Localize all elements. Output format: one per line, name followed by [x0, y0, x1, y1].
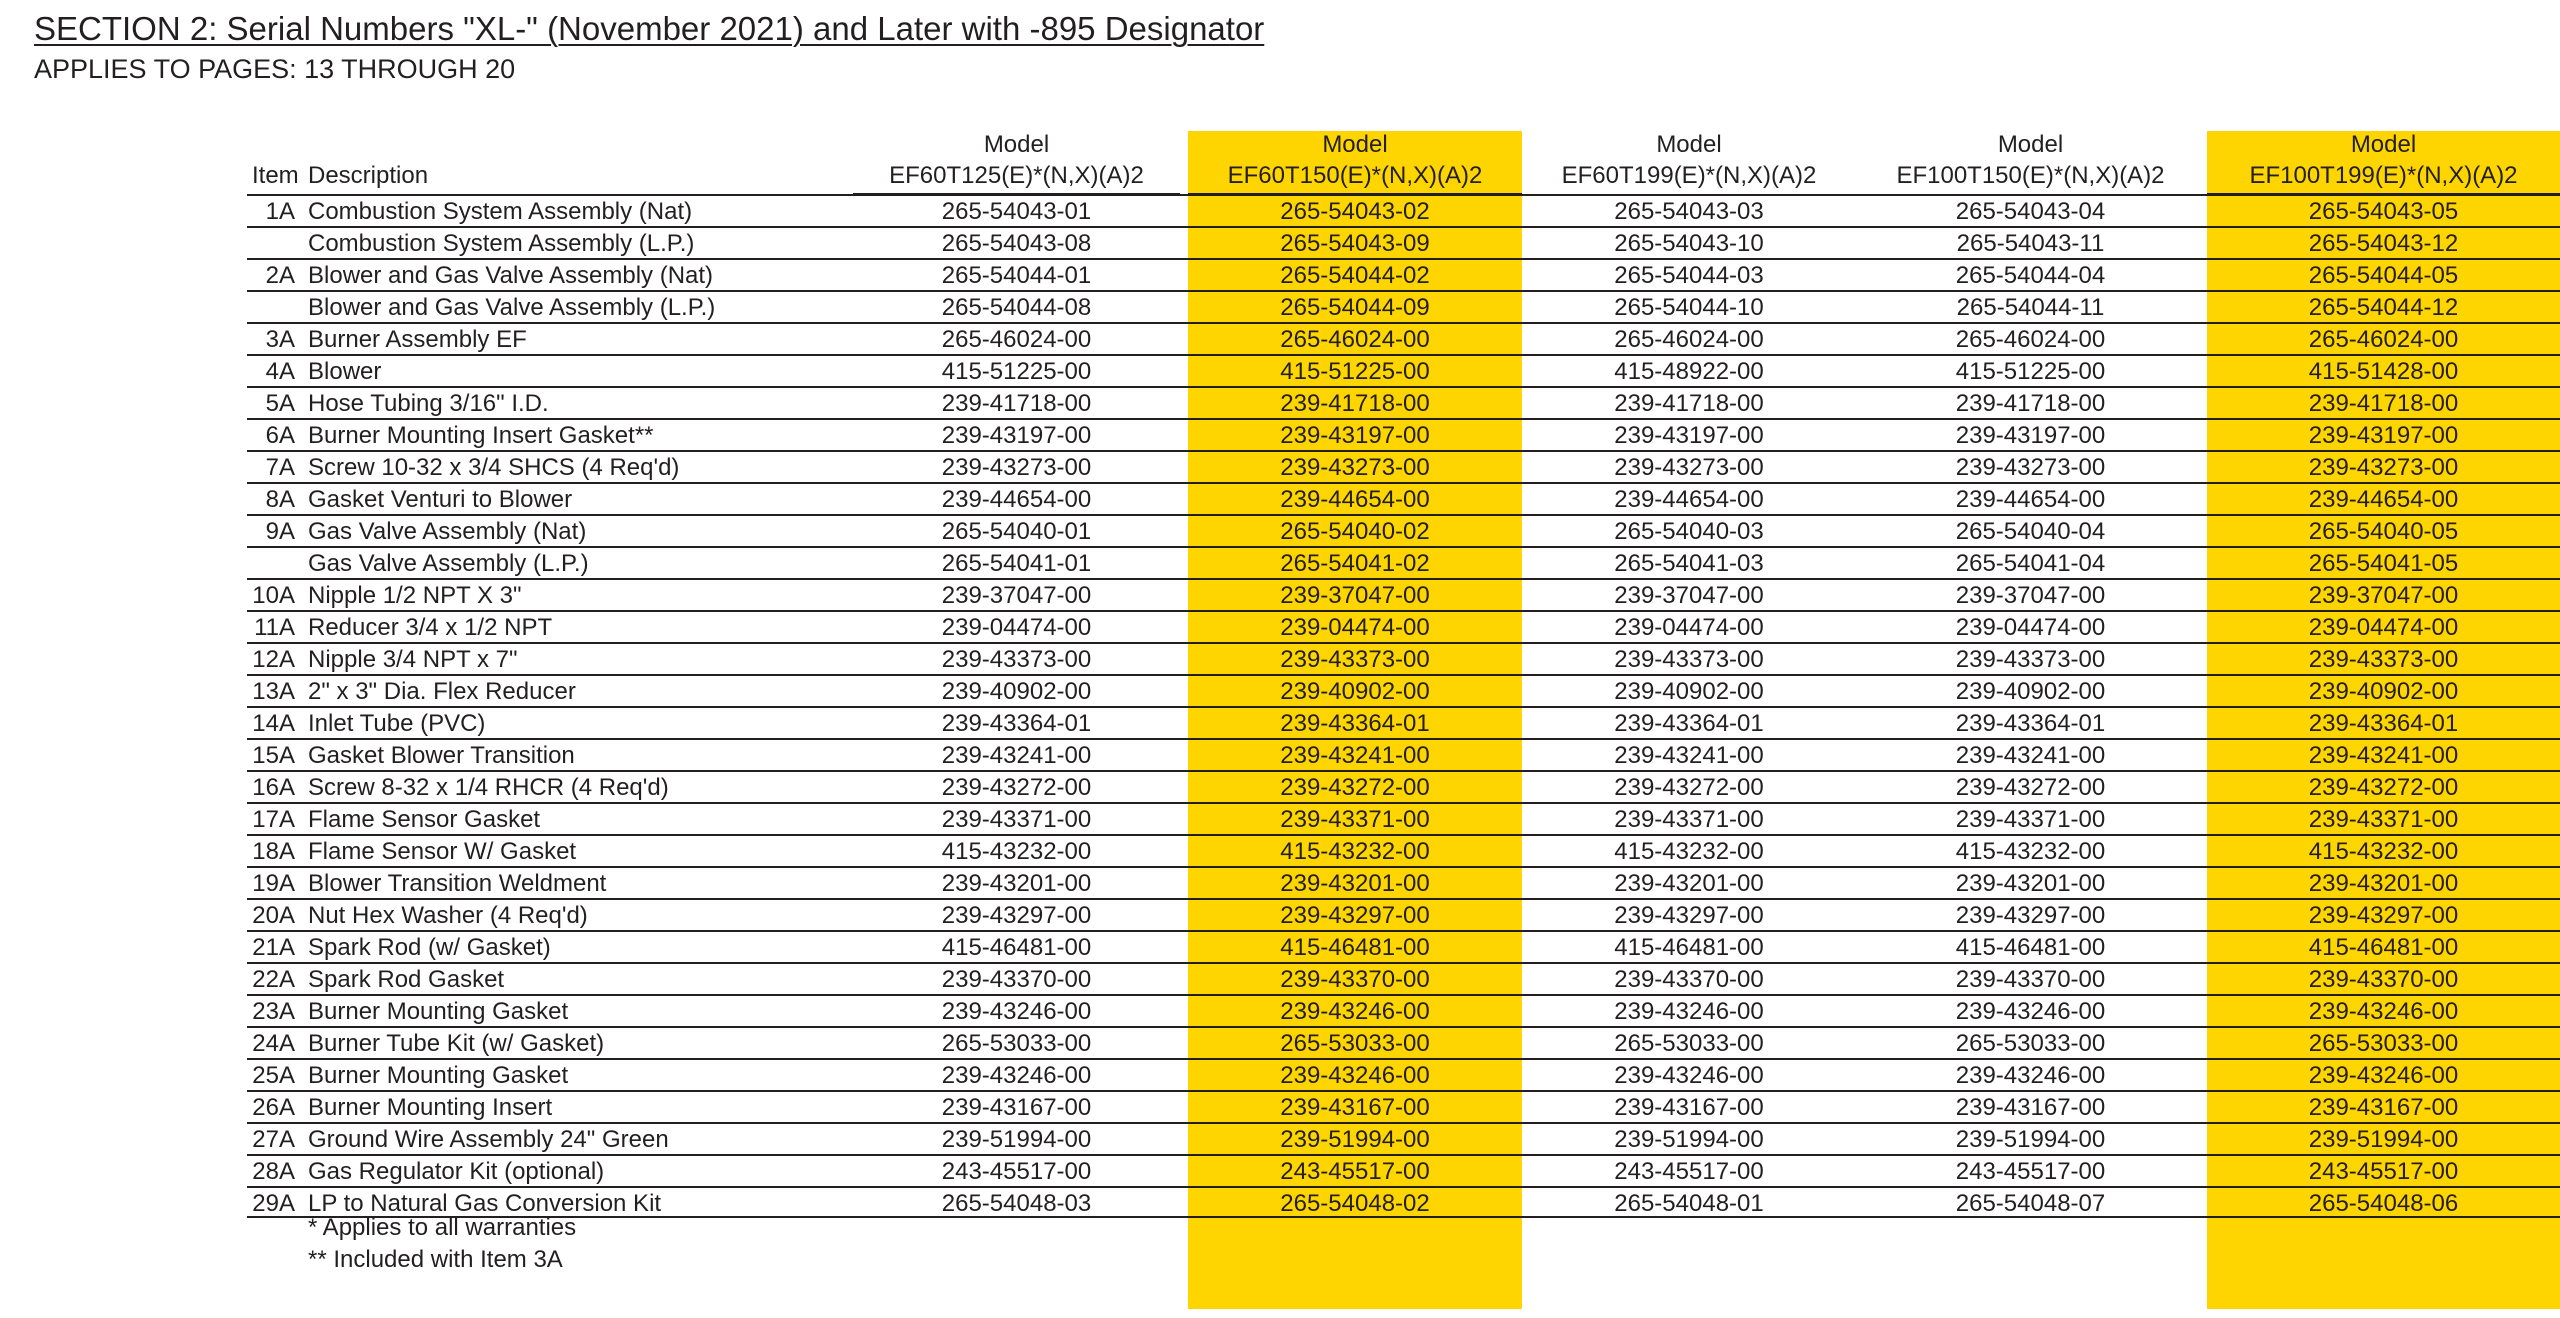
part-number: 239-44654-00 — [1955, 486, 2106, 513]
item-number: 28A — [252, 1158, 295, 1185]
part-number: 265-54043-03 — [1614, 198, 1764, 225]
table-row — [247, 834, 2560, 866]
part-number: 239-43370-00 — [2308, 966, 2459, 993]
part-number: 239-51994-00 — [1280, 1126, 1430, 1153]
part-number: 239-37047-00 — [941, 582, 1092, 609]
table-row — [247, 738, 2560, 770]
part-number: 415-51225-00 — [941, 358, 1092, 385]
table-row — [247, 930, 2560, 962]
part-number: 239-43272-00 — [1955, 774, 2106, 801]
part-number: 239-43297-00 — [2308, 902, 2459, 929]
part-number: 239-43241-00 — [941, 742, 1092, 769]
part-number: 239-43167-00 — [941, 1094, 1092, 1121]
part-number: 239-43197-00 — [1280, 422, 1430, 449]
part-number: 243-45517-00 — [2308, 1158, 2459, 1185]
part-number: 239-04474-00 — [2308, 614, 2459, 641]
part-number: 239-43197-00 — [2308, 422, 2459, 449]
item-number: 22A — [252, 966, 295, 993]
part-number: 239-43246-00 — [2308, 1062, 2459, 1089]
part-number: 415-48922-00 — [1614, 358, 1764, 385]
part-number: 239-43197-00 — [1955, 422, 2106, 449]
part-number: 265-53033-00 — [1280, 1030, 1430, 1057]
table-row — [247, 322, 2560, 354]
part-number: 243-45517-00 — [1614, 1158, 1764, 1185]
part-description: Spark Rod Gasket — [308, 966, 505, 993]
part-number: 239-43272-00 — [1280, 774, 1430, 801]
part-number: 239-37047-00 — [1614, 582, 1764, 609]
table-row — [247, 1090, 2560, 1122]
part-number: 239-43272-00 — [2308, 774, 2459, 801]
part-number: 415-51225-00 — [1280, 358, 1430, 385]
item-number: 14A — [252, 710, 295, 737]
part-number: 239-43370-00 — [941, 966, 1092, 993]
part-number: 239-41718-00 — [2308, 390, 2459, 417]
part-description: Burner Mounting Insert — [308, 1094, 553, 1121]
part-number: 265-54048-02 — [1280, 1190, 1430, 1217]
part-number: 265-54040-03 — [1614, 518, 1764, 545]
part-description: Screw 8-32 x 1/4 RHCR (4 Req'd) — [308, 774, 669, 801]
item-number: 26A — [252, 1094, 295, 1121]
header-model-label: Model — [1997, 131, 2064, 158]
part-number: 239-43201-00 — [1614, 870, 1764, 897]
table-row — [247, 226, 2560, 258]
part-number: 239-43364-01 — [1955, 710, 2106, 737]
part-number: 239-37047-00 — [1955, 582, 2106, 609]
part-number: 239-40902-00 — [941, 678, 1092, 705]
part-number: 239-04474-00 — [1280, 614, 1430, 641]
item-number: 2A — [265, 262, 295, 289]
part-number: 239-37047-00 — [2308, 582, 2459, 609]
part-number: 239-43241-00 — [2308, 742, 2459, 769]
table-row — [247, 546, 2560, 578]
part-number: 265-54041-01 — [941, 550, 1092, 577]
part-description: Gas Regulator Kit (optional) — [308, 1158, 605, 1185]
part-number: 239-04474-00 — [1955, 614, 2106, 641]
part-number: 265-54044-05 — [2308, 262, 2459, 289]
table-row — [247, 866, 2560, 898]
part-description: Burner Mounting Insert Gasket** — [308, 422, 654, 449]
part-number: 265-54043-01 — [941, 198, 1092, 225]
part-number: 239-43246-00 — [941, 998, 1092, 1025]
part-number: 265-54041-02 — [1280, 550, 1430, 577]
part-description: Hose Tubing 3/16" I.D. — [308, 390, 549, 417]
part-number: 239-43246-00 — [1955, 998, 2106, 1025]
item-number: 5A — [265, 390, 295, 417]
part-description: Gasket Blower Transition — [308, 742, 575, 769]
part-description: Burner Mounting Gasket — [308, 998, 569, 1025]
part-number: 265-54048-06 — [2308, 1190, 2459, 1217]
part-number: 265-46024-00 — [1614, 326, 1764, 353]
part-number: 415-46481-00 — [941, 934, 1092, 961]
part-number: 239-43167-00 — [1955, 1094, 2106, 1121]
part-description: Inlet Tube (PVC) — [308, 710, 486, 737]
part-number: 239-43241-00 — [1955, 742, 2106, 769]
item-number: 11A — [254, 614, 295, 641]
part-number: 239-43167-00 — [2308, 1094, 2459, 1121]
part-number: 239-43197-00 — [1614, 422, 1764, 449]
item-number: 7A — [265, 454, 295, 481]
table-row — [247, 386, 2560, 418]
part-number: 239-43373-00 — [941, 646, 1092, 673]
part-number: 265-46024-00 — [1280, 326, 1430, 353]
table-row — [247, 482, 2560, 514]
part-number: 415-46481-00 — [1280, 934, 1430, 961]
part-number: 239-44654-00 — [1614, 486, 1764, 513]
header-description: Description — [308, 162, 429, 189]
item-number: 13A — [252, 678, 295, 705]
part-number: 239-40902-00 — [1280, 678, 1430, 705]
part-description: Burner Mounting Gasket — [308, 1062, 569, 1089]
part-number: 239-43201-00 — [1280, 870, 1430, 897]
part-number: 265-54040-04 — [1955, 518, 2106, 545]
part-description: Flame Sensor W/ Gasket — [308, 838, 577, 865]
table-row — [247, 258, 2560, 290]
part-number: 265-54040-02 — [1280, 518, 1430, 545]
part-number: 265-54044-01 — [941, 262, 1092, 289]
table-row — [247, 898, 2560, 930]
item-number: 4A — [265, 358, 295, 385]
part-number: 265-54044-04 — [1955, 262, 2106, 289]
item-number: 18A — [252, 838, 295, 865]
table-row — [247, 1026, 2560, 1058]
part-description: Burner Assembly EF — [308, 326, 527, 353]
part-number: 265-54044-03 — [1614, 262, 1764, 289]
part-number: 239-43201-00 — [941, 870, 1092, 897]
part-number: 239-43364-01 — [941, 710, 1092, 737]
item-number: 12A — [252, 646, 295, 673]
part-number: 415-43232-00 — [1280, 838, 1430, 865]
part-number: 239-43201-00 — [2308, 870, 2459, 897]
part-number: 239-04474-00 — [1614, 614, 1764, 641]
header-model-ef60t125: EF60T125(E)*(N,X)(A)2 — [889, 162, 1144, 189]
part-number: 239-43273-00 — [2308, 454, 2459, 481]
part-number: 415-51428-00 — [2308, 358, 2459, 385]
part-number: 265-53033-00 — [941, 1030, 1092, 1057]
item-number: 29A — [252, 1190, 295, 1217]
item-number: 20A — [252, 902, 295, 929]
part-number: 239-43246-00 — [2308, 998, 2459, 1025]
header-model-label: Model — [1656, 131, 1722, 158]
part-number: 265-54048-03 — [941, 1190, 1092, 1217]
part-number: 239-43297-00 — [1280, 902, 1430, 929]
part-number: 239-43246-00 — [1614, 998, 1764, 1025]
item-number: 16A — [252, 774, 295, 801]
part-number: 415-43232-00 — [1614, 838, 1764, 865]
table-row — [247, 514, 2560, 546]
part-number: 239-43373-00 — [2308, 646, 2459, 673]
header-model-ef100t150: EF100T150(E)*(N,X)(A)2 — [1896, 162, 2165, 189]
part-number: 265-54043-02 — [1280, 198, 1430, 225]
section-title: SECTION 2: Serial Numbers "XL-" (November 2021) and Later with -895 Designator — [34, 10, 1265, 47]
table-row — [247, 994, 2560, 1026]
part-number: 239-51994-00 — [2308, 1126, 2459, 1153]
part-number: 239-43272-00 — [1614, 774, 1764, 801]
part-number: 265-54044-09 — [1280, 294, 1430, 321]
part-number: 239-43297-00 — [1614, 902, 1764, 929]
item-number: 15A — [252, 742, 295, 769]
item-number: 3A — [265, 326, 295, 353]
table-row — [247, 610, 2560, 642]
part-number: 239-43370-00 — [1614, 966, 1764, 993]
item-number: 8A — [265, 486, 295, 513]
table-row — [247, 706, 2560, 738]
part-number: 239-43167-00 — [1280, 1094, 1430, 1121]
table-row — [247, 450, 2560, 482]
table-row — [247, 1058, 2560, 1090]
table-row — [247, 578, 2560, 610]
part-number: 265-54044-10 — [1614, 294, 1764, 321]
part-number: 239-43371-00 — [1614, 806, 1764, 833]
part-number: 265-54043-04 — [1955, 198, 2106, 225]
part-number: 239-51994-00 — [1614, 1126, 1764, 1153]
part-number: 239-43273-00 — [1614, 454, 1764, 481]
table-row — [247, 674, 2560, 706]
part-number: 239-43364-01 — [2308, 710, 2459, 737]
part-number: 239-43246-00 — [941, 1062, 1092, 1089]
item-number: 21A — [252, 934, 295, 961]
part-number: 239-43246-00 — [1955, 1062, 2106, 1089]
part-number: 239-43273-00 — [1280, 454, 1430, 481]
item-number: 6A — [265, 422, 295, 449]
part-number: 239-43201-00 — [1955, 870, 2106, 897]
part-number: 415-43232-00 — [941, 838, 1092, 865]
part-number: 239-40902-00 — [1955, 678, 2106, 705]
part-number: 239-43364-01 — [1614, 710, 1764, 737]
part-number: 239-43167-00 — [1614, 1094, 1764, 1121]
part-number: 265-54044-08 — [941, 294, 1092, 321]
part-number: 239-51994-00 — [1955, 1126, 2106, 1153]
part-number: 239-41718-00 — [941, 390, 1092, 417]
table-row — [247, 194, 2560, 226]
part-number: 239-43373-00 — [1280, 646, 1430, 673]
header-model-label: Model — [2350, 131, 2417, 158]
part-number: 239-44654-00 — [2308, 486, 2459, 513]
header-model-label: Model — [1322, 131, 1388, 158]
part-number: 239-43297-00 — [941, 902, 1092, 929]
part-number: 239-41718-00 — [1955, 390, 2106, 417]
part-description: Nut Hex Washer (4 Req'd) — [308, 902, 588, 929]
part-number: 239-43197-00 — [941, 422, 1092, 449]
part-number: 265-54040-01 — [941, 518, 1092, 545]
parts-table — [247, 194, 2560, 1218]
table-row — [247, 802, 2560, 834]
footnote-warranty: * Applies to all warranties — [308, 1214, 577, 1241]
part-number: 415-43232-00 — [1955, 838, 2106, 865]
header-model-label: Model — [983, 131, 1050, 158]
header-model-ef60t199: EF60T199(E)*(N,X)(A)2 — [1561, 162, 1817, 189]
part-number: 239-43297-00 — [1955, 902, 2106, 929]
part-number: 239-43371-00 — [2308, 806, 2459, 833]
part-number: 415-43232-00 — [2308, 838, 2459, 865]
part-description: Ground Wire Assembly 24" Green — [308, 1126, 669, 1153]
item-number: 25A — [252, 1062, 295, 1089]
item-number: 19A — [252, 870, 295, 897]
table-row — [247, 1186, 2560, 1218]
item-number: 23A — [252, 998, 295, 1025]
part-number: 265-54043-09 — [1280, 230, 1430, 257]
part-number: 243-45517-00 — [941, 1158, 1092, 1185]
item-number: 10A — [252, 582, 295, 609]
part-number: 265-53033-00 — [2308, 1030, 2459, 1057]
part-number: 239-43241-00 — [1614, 742, 1764, 769]
part-description: Gas Valve Assembly (Nat) — [308, 518, 587, 545]
part-number: 265-53033-00 — [1955, 1030, 2106, 1057]
item-number: 17A — [252, 806, 295, 833]
part-number: 265-54041-03 — [1614, 550, 1764, 577]
part-description: LP to Natural Gas Conversion Kit — [308, 1190, 662, 1217]
part-number: 265-54043-05 — [2308, 198, 2459, 225]
part-description: 2" x 3" Dia. Flex Reducer — [308, 678, 576, 705]
table-row — [247, 642, 2560, 674]
part-number: 239-51994-00 — [941, 1126, 1092, 1153]
part-number: 265-54041-04 — [1955, 550, 2106, 577]
header-item: Item — [252, 162, 299, 189]
part-number: 239-43370-00 — [1280, 966, 1430, 993]
part-number: 239-43246-00 — [1614, 1062, 1764, 1089]
part-number: 243-45517-00 — [1955, 1158, 2106, 1185]
part-description: Combustion System Assembly (L.P.) — [308, 230, 695, 257]
part-number: 265-46024-00 — [2308, 326, 2459, 353]
part-number: 239-43241-00 — [1280, 742, 1430, 769]
part-number: 415-46481-00 — [1955, 934, 2106, 961]
part-number: 239-37047-00 — [1280, 582, 1430, 609]
part-number: 239-43371-00 — [941, 806, 1092, 833]
part-description: Blower Transition Weldment — [308, 870, 607, 897]
table-row — [247, 354, 2560, 386]
part-description: Burner Tube Kit (w/ Gasket) — [308, 1030, 605, 1057]
footnote-included: ** Included with Item 3A — [308, 1246, 563, 1273]
part-number: 239-43373-00 — [1955, 646, 2106, 673]
part-number: 415-51225-00 — [1955, 358, 2106, 385]
item-number: 1A — [265, 198, 295, 225]
part-number: 265-54043-10 — [1614, 230, 1764, 257]
table-row — [247, 770, 2560, 802]
part-number: 265-54043-11 — [1956, 230, 2105, 257]
item-number: 9A — [265, 518, 295, 545]
part-description: Blower and Gas Valve Assembly (Nat) — [308, 262, 714, 289]
part-number: 239-41718-00 — [1280, 390, 1430, 417]
part-number: 239-43246-00 — [1280, 1062, 1430, 1089]
part-number: 239-43272-00 — [941, 774, 1092, 801]
table-row — [247, 962, 2560, 994]
part-number: 239-40902-00 — [1614, 678, 1764, 705]
part-number: 239-43273-00 — [1955, 454, 2106, 481]
part-number: 239-40902-00 — [2308, 678, 2459, 705]
item-number: 27A — [252, 1126, 295, 1153]
part-number: 265-54044-02 — [1280, 262, 1430, 289]
table-row — [247, 1122, 2560, 1154]
part-number: 239-43370-00 — [1955, 966, 2106, 993]
part-description: Blower — [308, 358, 382, 385]
header-model-ef100t199: EF100T199(E)*(N,X)(A)2 — [2249, 162, 2518, 189]
part-number: 243-45517-00 — [1280, 1158, 1430, 1185]
part-number: 415-46481-00 — [2308, 934, 2459, 961]
part-number: 265-46024-00 — [1955, 326, 2106, 353]
part-number: 265-54048-01 — [1614, 1190, 1764, 1217]
part-number: 239-43246-00 — [1280, 998, 1430, 1025]
part-description: Combustion System Assembly (Nat) — [308, 198, 693, 225]
table-row — [247, 290, 2560, 322]
part-description: Screw 10-32 x 3/4 SHCS (4 Req'd) — [308, 454, 680, 481]
part-number: 239-44654-00 — [1280, 486, 1430, 513]
part-description: Blower and Gas Valve Assembly (L.P.) — [308, 294, 716, 321]
header-model-ef60t150: EF60T150(E)*(N,X)(A)2 — [1227, 162, 1483, 189]
table-row — [247, 1154, 2560, 1186]
part-number: 239-43273-00 — [941, 454, 1092, 481]
part-number: 239-44654-00 — [941, 486, 1092, 513]
part-number: 265-46024-00 — [941, 326, 1092, 353]
part-description: Reducer 3/4 x 1/2 NPT — [308, 614, 553, 641]
part-number: 239-43364-01 — [1280, 710, 1430, 737]
part-description: Nipple 1/2 NPT X 3" — [308, 582, 522, 609]
part-description: Gas Valve Assembly (L.P.) — [308, 550, 589, 577]
part-description: Nipple 3/4 NPT x 7" — [308, 646, 518, 673]
part-number: 239-41718-00 — [1614, 390, 1764, 417]
part-description: Gasket Venturi to Blower — [308, 486, 573, 513]
table-row — [247, 418, 2560, 450]
applies-to-pages: APPLIES TO PAGES: 13 THROUGH 20 — [34, 54, 516, 84]
part-number: 265-53033-00 — [1614, 1030, 1764, 1057]
part-number: 239-04474-00 — [941, 614, 1092, 641]
part-number: 265-54040-05 — [2308, 518, 2459, 545]
part-number: 239-43373-00 — [1614, 646, 1764, 673]
part-number: 415-46481-00 — [1614, 934, 1764, 961]
part-description: Spark Rod (w/ Gasket) — [308, 934, 551, 961]
part-number: 239-43371-00 — [1955, 806, 2106, 833]
part-number: 265-54044-12 — [2308, 294, 2459, 321]
part-number: 265-54044-11 — [1956, 294, 2105, 321]
part-number: 239-43371-00 — [1280, 806, 1430, 833]
part-number: 265-54041-05 — [2308, 550, 2459, 577]
part-number: 265-54043-08 — [941, 230, 1092, 257]
part-description: Flame Sensor Gasket — [308, 806, 541, 833]
item-number: 24A — [252, 1030, 295, 1057]
part-number: 265-54048-07 — [1955, 1190, 2106, 1217]
part-number: 265-54043-12 — [2308, 230, 2459, 257]
